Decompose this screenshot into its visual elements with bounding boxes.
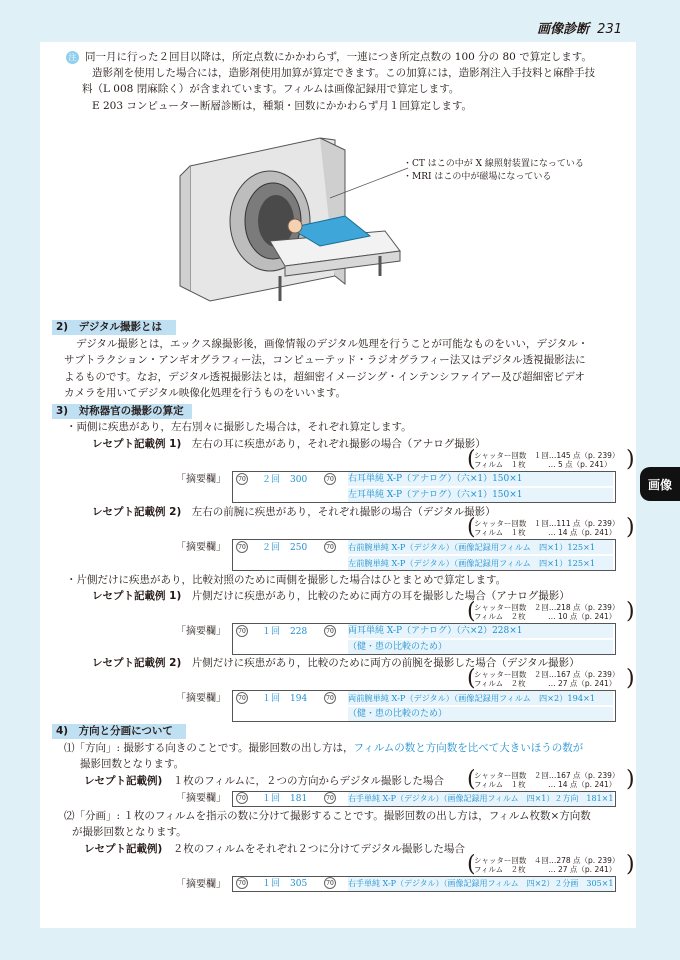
note-line-4: E 203 コンピューター断層診断は，種類・回数にかかわらず月１回算定します。: [92, 100, 473, 112]
section-heading-2: 2) デジタル撮影とは: [52, 320, 176, 335]
ex6-points: 305: [290, 879, 308, 889]
ex2-field-label: 「摘要欄」: [176, 542, 226, 553]
ex2-code-2: 70: [324, 540, 336, 555]
note-line-3: 料（L 008 閉麻除く）が含まれています。フィルムは画像記録用で算定します。: [82, 83, 460, 95]
ex5-code-2: 70: [324, 791, 336, 806]
ex2-points: 250: [290, 543, 308, 553]
ex4-code-2: 70: [324, 691, 336, 706]
ex6-row-1: 右手単純 X-P（デジタル）（画像記録用フィルム 四×2）２分画 305×1: [348, 877, 613, 891]
s4-p1-line-2: 撮影回数となります。: [80, 758, 185, 770]
ex5-code: 70: [236, 791, 248, 806]
s2-line-4: カメラを用いてデジタル映像化処理を行うものをいいます。: [64, 387, 347, 399]
s2-line-2: サブトラクション・アンギオグラフィー法，コンピューテッド・ラジオグラフィー法又はデジタル透視撮影法に: [64, 354, 586, 366]
ex3-reference: ( シャッター回数 ２回…218 点（p. 239） フィルム ２枚 … 10 点（p. 241） ): [467, 599, 635, 624]
s2-line-3: よるものです。なお，デジタル透視撮影法とは，超細密イメージング・インテンシファイアー及び超細密ビデオ: [64, 371, 585, 383]
section-heading-3: 3) 対称器官の撮影の算定: [52, 404, 192, 419]
ex4-row-2: （健・患の比較のため）: [348, 707, 613, 721]
ex5-row-1: 右手単純 X-P（デジタル）（画像記録用フィルム 四×1）２方向 181×1: [348, 792, 613, 806]
ex4-field-label: 「摘要欄」: [176, 693, 226, 704]
ex1-reference: ( シャッター回数 １回…145 点（p. 239） フィルム １枚 … 5 点（p. 241） ): [467, 447, 635, 472]
s4-p2-line-2: が撮影回数となります。: [72, 826, 187, 838]
ex1-count: ２回: [262, 475, 281, 485]
ex4-reference: ( シャッター回数 ２回…167 点（p. 239） フィルム ２枚 … 27 点（p. 241） ): [467, 666, 635, 691]
section-heading-4: 4) 方向と分画について: [52, 724, 186, 739]
ex4-code: 70: [236, 691, 248, 706]
ex2-row-1: 右前腕単純 X-P（デジタル）（画像記録用フィルム 四×1）125×1: [348, 540, 613, 554]
ex6-heading: レセプト記載例) ２枚のフィルムをそれぞれ２つに分けてデジタル撮影した場合: [84, 843, 465, 855]
ex3-points: 228: [290, 627, 308, 637]
ex5-points: 181: [290, 794, 308, 804]
ex5-reference: ( シャッター回数 ２回…167 点（p. 239） フィルム １枚 … 14 点（p. 241） ): [467, 767, 635, 792]
ex1-row-1: 右耳単純 X-P（アナログ）（六×1）150×1: [348, 472, 613, 486]
s2-line-1: デジタル撮影とは，エックス線撮影後，画像情報のデジタル処理を行うことが可能なものをいい，デジタル・: [76, 338, 589, 350]
ex1-field-label: 「摘要欄」: [176, 474, 226, 485]
ex2-heading: レセプト記載例 2) 左右の前腕に疾患があり，それぞれ撮影の場合（デジタル撮影）: [92, 506, 496, 518]
ex4-points: 194: [290, 694, 308, 704]
ex1-points: 300: [290, 475, 308, 485]
ex4-count: １回: [262, 694, 281, 704]
note-line-2: 造影剤を使用した場合には，造影剤使用加算が算定できます。この加算には，造影剤注入手技料と麻酔手技: [92, 67, 596, 79]
ex2-row-2: 左前腕単純 X-P（デジタル）（画像記録用フィルム 四×1）125×1: [348, 556, 613, 570]
ex3-row-2: （健・患の比較のため）: [348, 640, 613, 654]
ex5-field-label: 「摘要欄」: [176, 793, 226, 804]
header-title: 画像診断: [537, 22, 590, 37]
note-icon: 注: [66, 51, 79, 64]
s3-bullet-2: ・片側だけに疾患があり，比較対照のために両側を撮影した場合はひとまとめで算定します。: [66, 574, 507, 586]
s4-p1-line-1: ⑴「方向」: 撮影する向きのことです。撮影回数の出し方は，フィルムの数と方向数を比べて大きいほうの数が: [64, 742, 584, 754]
ex3-row-1: 両耳単純 X-P（アナログ）（六×2）228×1: [348, 624, 613, 638]
ex4-heading: レセプト記載例 2) 片側だけに疾患があり，比較のために両方の前腕を撮影した場合（デジタル撮影）: [92, 657, 580, 669]
ex2-reference: ( シャッター回数 １回…111 点（p. 239） フィルム １枚 … 14 点（p. 241） ): [467, 515, 635, 540]
s3-bullet-1: ・両側に疾患があり，左右別々に撮影した場合は，それぞれ算定します。: [66, 421, 412, 433]
note-line-1: 注 同一月に行った２回目以降は，所定点数にかかわらず，一連につき所定点数の 100 分の 80 で算定します。: [66, 50, 592, 65]
ex2-count: ２回: [262, 543, 281, 553]
running-header: [537, 18, 622, 37]
ex5-heading: レセプト記載例) １枚のフィルムに，２つの方向からデジタル撮影した場合: [84, 775, 444, 787]
ex5-count: １回: [262, 794, 281, 804]
page-number: 231: [597, 22, 622, 37]
ex6-code: 70: [236, 876, 248, 891]
s4-p2-line-1: ⑵「分画」: １枚のフィルムを指示の数に分けて撮影することです。撮影回数の出し方は，フィルム枚数×方向数: [64, 810, 591, 822]
ex3-code: 70: [236, 624, 248, 639]
ex1-code-2: 70: [324, 472, 336, 487]
ex3-count: １回: [262, 627, 281, 637]
ex6-reference: ( シャッター回数 ４回…278 点（p. 239） フィルム ２枚 … 27 点（p. 241） ): [467, 852, 635, 877]
ex6-count: １回: [262, 879, 281, 889]
ex4-row-1: 両前腕単純 X-P（デジタル）（画像記録用フィルム 四×2）194×1: [348, 691, 613, 705]
figure-callout-ct: ・CT はこの中が X 線照射装置になっている: [403, 159, 584, 169]
ex3-heading: レセプト記載例 1) 片側だけに疾患があり，比較のために両方の耳を撮影した場合（アナログ撮影）: [92, 590, 570, 602]
ex6-field-label: 「摘要欄」: [176, 879, 226, 890]
ex6-code-2: 70: [324, 876, 336, 891]
ex1-row-2: 左耳単純 X-P（アナログ）（六×1）150×1: [348, 488, 613, 502]
section-tab[interactable]: 画像: [640, 467, 680, 501]
figure-callout-mri: ・MRI はこの中が磁場になっている: [403, 172, 552, 182]
ex1-code: 70: [236, 472, 248, 487]
ex3-code-2: 70: [324, 624, 336, 639]
ex2-code: 70: [236, 540, 248, 555]
ex3-field-label: 「摘要欄」: [176, 626, 226, 637]
ct-scanner-illustration: [170, 126, 420, 316]
ex1-heading: レセプト記載例 1) 左右の耳に疾患があり，それぞれ撮影の場合（アナログ撮影）: [92, 438, 486, 450]
